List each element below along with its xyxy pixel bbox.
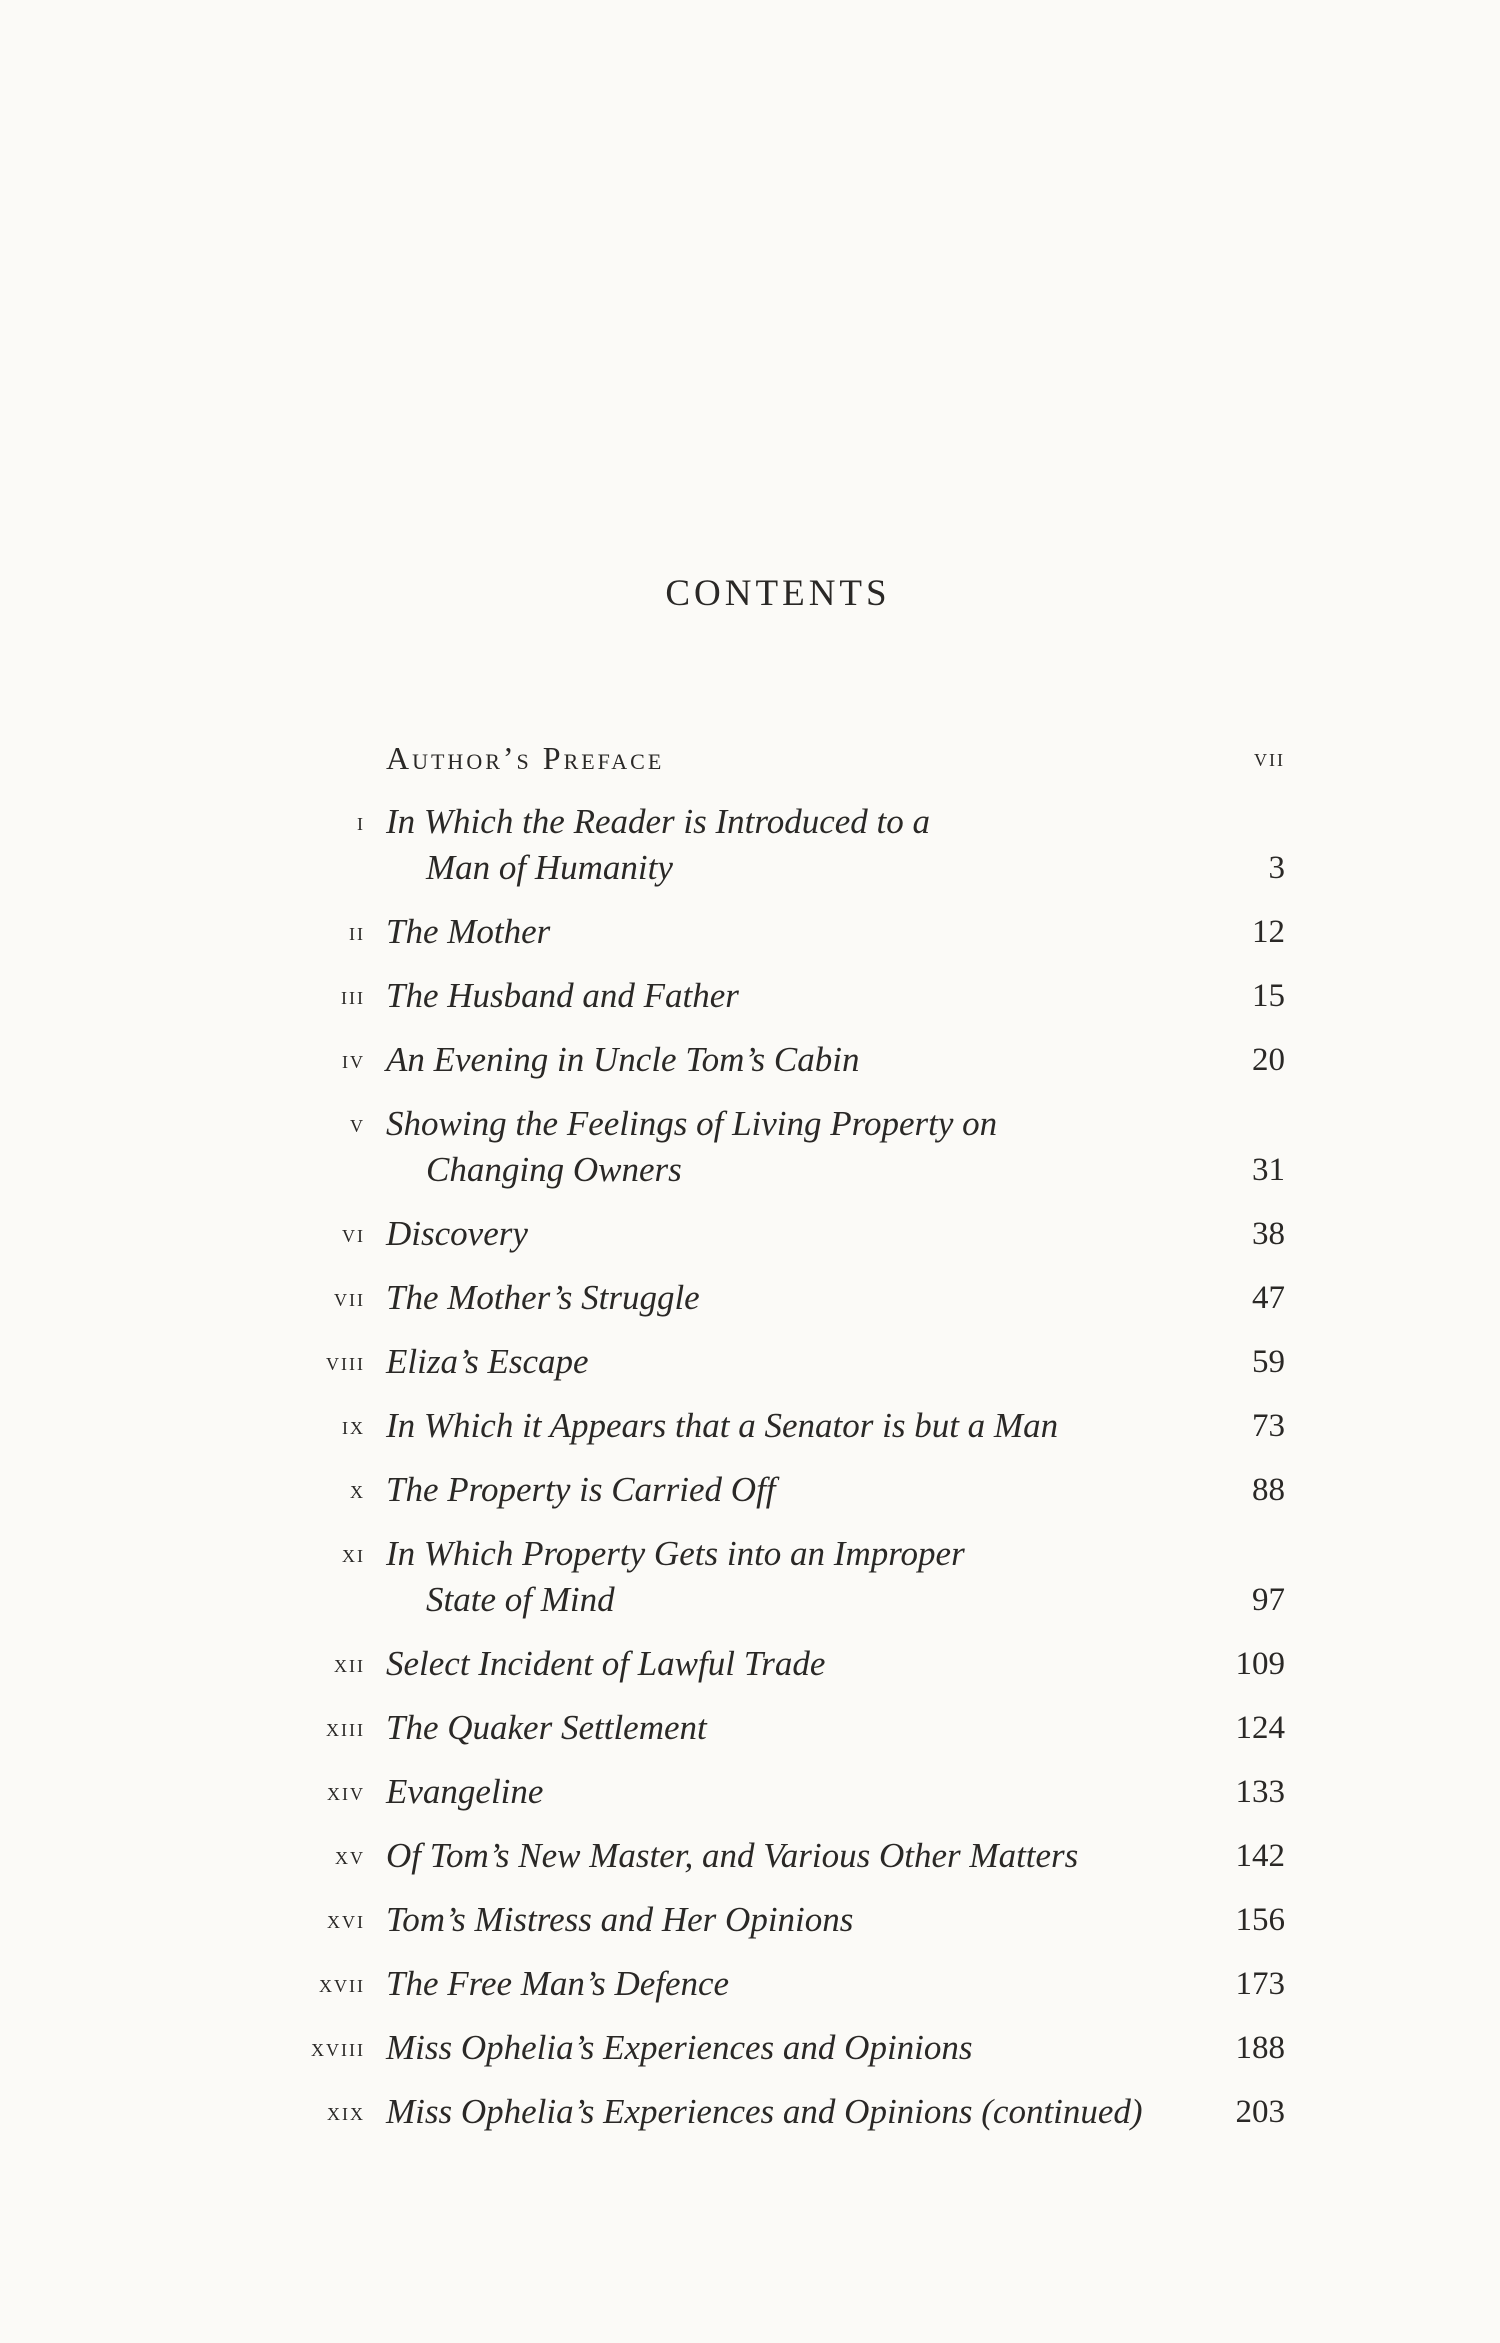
- toc-entry: [0, 909, 1500, 955]
- chapter-title-line: In Which the Reader is Introduced to a: [386, 802, 930, 841]
- toc-entry: [0, 1101, 1500, 1193]
- chapter-title-line: The Property is Carried Off: [386, 1470, 776, 1509]
- toc-entry: [0, 2025, 1500, 2071]
- toc-entry: [0, 1897, 1500, 1943]
- chapter-title-line: Discovery: [386, 1214, 528, 1253]
- page-number: 97: [1252, 1582, 1285, 1618]
- chapter-number: xix: [327, 2097, 365, 2126]
- page-number: 203: [1235, 2094, 1285, 2130]
- entry-spacer: [0, 2135, 1500, 2153]
- toc-entry: [0, 1275, 1500, 1321]
- page-number: 12: [1252, 914, 1285, 950]
- chapter-title-line: The Quaker Settlement: [386, 1708, 707, 1747]
- page-number: 133: [1235, 1774, 1285, 1810]
- chapter-title-line: Showing the Feelings of Living Property on: [386, 1104, 998, 1143]
- toc-entry: [0, 973, 1500, 1019]
- chapter-title-line: An Evening in Uncle Tom’s Cabin: [386, 1040, 860, 1079]
- chapter-title-line: The Free Man’s Defence: [386, 1964, 730, 2003]
- chapter-title-line: State of Mind: [426, 1580, 615, 1619]
- toc-entry: [0, 1211, 1500, 1257]
- page-number: 59: [1252, 1344, 1285, 1380]
- chapter-number: v: [350, 1109, 365, 1138]
- entry-spacer: [0, 1019, 1500, 1037]
- toc-entry: [0, 799, 1500, 891]
- chapter-title-line: Select Incident of Lawful Trade: [386, 1644, 826, 1683]
- chapter-number: xiii: [326, 1713, 365, 1742]
- page-number: 109: [1235, 1646, 1285, 1682]
- toc-entry: [0, 1833, 1500, 1879]
- entry-spacer: [0, 1257, 1500, 1275]
- page-number: 156: [1235, 1902, 1285, 1938]
- toc-entry: [0, 1403, 1500, 1449]
- page-number: 188: [1235, 2030, 1285, 2066]
- entry-spacer: [0, 2007, 1500, 2025]
- chapter-number: xv: [335, 1841, 365, 1870]
- page-title: CONTENTS: [665, 573, 891, 614]
- chapter-number: xiv: [327, 1777, 365, 1806]
- entry-spacer: [0, 2071, 1500, 2089]
- entry-spacer: [0, 1449, 1500, 1467]
- toc-entry: [0, 1769, 1500, 1815]
- chapter-title-line: Miss Ophelia’s Experiences and Opinions (continued): [386, 2092, 1143, 2131]
- chapter-number: iv: [342, 1045, 365, 1074]
- page-number: 88: [1252, 1472, 1285, 1508]
- toc-entry: [0, 1339, 1500, 1385]
- page-number: 73: [1252, 1408, 1285, 1444]
- entry-spacer: [0, 1751, 1500, 1769]
- chapter-title-line: Changing Owners: [426, 1150, 682, 1189]
- chapter-number: xvi: [327, 1905, 365, 1934]
- page-number: 3: [1268, 850, 1285, 886]
- page-number: 47: [1252, 1280, 1285, 1316]
- chapter-number: iii: [341, 981, 365, 1010]
- chapter-number: vi: [342, 1219, 365, 1248]
- entry-spacer: [0, 955, 1500, 973]
- page-number: 20: [1252, 1042, 1285, 1078]
- toc-entry: [0, 1705, 1500, 1751]
- chapter-title-line: The Mother’s Struggle: [386, 1278, 700, 1317]
- table-of-contents: [0, 735, 1500, 2153]
- page-number: 173: [1235, 1966, 1285, 2002]
- chapter-number: xii: [334, 1649, 365, 1678]
- toc-entry: [0, 1531, 1500, 1623]
- chapter-title-line: Tom’s Mistress and Her Opinions: [386, 1900, 854, 1939]
- page-number: vii: [1254, 743, 1285, 772]
- chapter-title-line: Miss Ophelia’s Experiences and Opinions: [386, 2028, 973, 2067]
- toc-entry: [0, 1467, 1500, 1513]
- page-number: 15: [1252, 978, 1285, 1014]
- entry-spacer: [0, 1943, 1500, 1961]
- entry-spacer: [0, 781, 1500, 799]
- chapter-number: xvii: [319, 1969, 365, 1998]
- chapter-title-line: Man of Humanity: [426, 848, 673, 887]
- chapter-title-line: The Mother: [386, 912, 551, 951]
- entry-spacer: [0, 1513, 1500, 1531]
- entry-spacer: [0, 1687, 1500, 1705]
- entry-spacer: [0, 1385, 1500, 1403]
- chapter-number: ii: [349, 917, 365, 946]
- entry-spacer: [0, 1083, 1500, 1101]
- chapter-number: xviii: [311, 2033, 365, 2062]
- chapter-title-line: Evangeline: [386, 1772, 544, 1811]
- chapter-number: vii: [334, 1283, 365, 1312]
- toc-entry: [0, 1961, 1500, 2007]
- page-number: 124: [1235, 1710, 1285, 1746]
- page-number: 38: [1252, 1216, 1285, 1252]
- entry-spacer: [0, 1879, 1500, 1897]
- toc-entry: [0, 735, 1500, 781]
- toc-entry: [0, 2089, 1500, 2135]
- chapter-title-line: In Which Property Gets into an Improper: [386, 1534, 965, 1573]
- chapter-title-line: Author’s Preface: [386, 740, 665, 776]
- chapter-number: i: [357, 807, 365, 836]
- entry-spacer: [0, 891, 1500, 909]
- entry-spacer: [0, 1193, 1500, 1211]
- page-number: 142: [1235, 1838, 1285, 1874]
- toc-entry: [0, 1641, 1500, 1687]
- chapter-number: viii: [326, 1347, 365, 1376]
- chapter-number: x: [350, 1475, 365, 1504]
- chapter-title-line: In Which it Appears that a Senator is but a Man: [386, 1406, 1059, 1445]
- toc-entry: [0, 1037, 1500, 1083]
- entry-spacer: [0, 1321, 1500, 1339]
- entry-spacer: [0, 1815, 1500, 1833]
- chapter-title-line: Of Tom’s New Master, and Various Other Matters: [386, 1836, 1079, 1875]
- chapter-number: xi: [342, 1539, 365, 1568]
- page-number: 31: [1252, 1152, 1285, 1188]
- entry-spacer: [0, 1623, 1500, 1641]
- chapter-title-line: The Husband and Father: [386, 976, 739, 1015]
- chapter-number: ix: [342, 1411, 365, 1440]
- chapter-title-line: Eliza’s Escape: [386, 1342, 589, 1381]
